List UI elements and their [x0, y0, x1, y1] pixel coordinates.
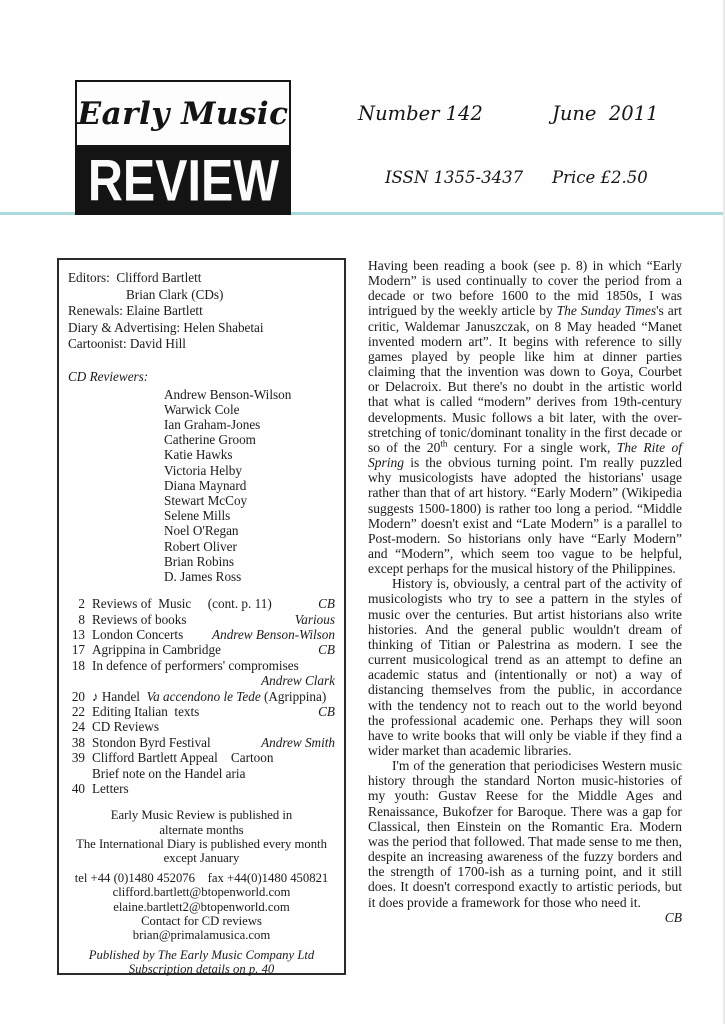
- toc-row: [68, 627, 335, 642]
- toc-row: [68, 704, 335, 719]
- toc-page-number: 13: [71, 626, 85, 642]
- reviewer-name: Catherine Groom: [164, 432, 256, 448]
- publication-frequency: alternate months: [159, 822, 244, 837]
- logo-title-review: [75, 147, 291, 215]
- issue-number: Number 142: [358, 102, 483, 125]
- article-paragraph-1: [368, 258, 682, 576]
- toc-author: [331, 719, 335, 734]
- toc-page-number: 8: [78, 611, 85, 627]
- toc-page-number: 24: [71, 719, 85, 735]
- cd-reviewers-list: [164, 387, 335, 585]
- issn: ISSN 1355-3437: [385, 168, 524, 187]
- toc-row: [68, 673, 335, 688]
- staff-cartoonist: Cartoonist: David Hill: [68, 336, 186, 351]
- toc-author: CB: [318, 703, 335, 719]
- toc-page-number: 38: [71, 734, 85, 750]
- toc-title: [85, 673, 257, 688]
- toc-author: Various: [294, 611, 335, 627]
- price: Price £2.50: [552, 168, 648, 187]
- paragraph-text: Having been reading a book (see p. 8) in which “Early Modern” is used continually to cover the period from a decade or two before 1600 to the mid 1850s, I was intrigued by the weekly article by The Sunday Times's art critic, Waldemar Januszczak, on 8 May headed “Manet invented modern art”. It begins with reference to silly games played by people like him at dinner parties claiming that the invention was down to Goya, Courbet or Delacroix. But there's no doubt in the artistic world that what is called “modern” derives from 19th-century developments. Music follows a bit later, with the over-stretching of tonic/dominant tonality in the first decade or so of the 20th century. For a single work, The Rite of Spring is the obvious turning point. I'm really puzzled why musicologists have adopted the historians' usage rather than that of art history. “Early Modern” (Wikipedia suggests 1500-1800) is rather too long a period. “Middle Modern” doesn't exist and “Late Modern” is a parallel to Post-modern. So historians only have “Early Modern” and “Modern”, which seem too vague to be helpful, except perhaps for the musical history of the Philippines.: [368, 258, 682, 577]
- toc-author: CB: [318, 596, 335, 612]
- toc-page-number: [68, 673, 85, 688]
- toc-row: [68, 689, 335, 704]
- toc-row: [68, 766, 335, 781]
- email-elaine: elaine.bartlett2@btopenworld.com: [113, 899, 290, 914]
- toc-title: In defence of performers' compromises: [92, 657, 299, 673]
- toc-title: Brief note on the Handel aria: [92, 765, 246, 781]
- article-paragraph-2: [368, 576, 682, 758]
- reviewer-name: Victoria Helby: [164, 462, 242, 478]
- toc-row: [68, 658, 335, 673]
- subscription-note: Subscription details on p. 40: [128, 962, 275, 977]
- email-brian: brian@primalamusica.com: [132, 928, 271, 943]
- author-initials: CB: [664, 909, 682, 925]
- article-paragraph-3: [368, 758, 682, 925]
- toc-title: London Concerts: [92, 626, 184, 642]
- toc-page-number: 20: [71, 688, 85, 704]
- toc-author: Andrew Smith: [261, 734, 335, 750]
- logo-title-early-music: Early Music: [75, 80, 291, 147]
- toc-row: [68, 596, 335, 611]
- diary-frequency: The International Diary is published every month: [76, 836, 327, 851]
- toc-title: Reviews of books: [92, 611, 187, 627]
- cd-contact-label: Contact for CD reviews: [141, 913, 262, 928]
- staff-editors: Editors: Clifford Bartlett: [68, 270, 202, 285]
- info-box: [57, 258, 346, 975]
- cd-reviewers-heading: CD Reviewers:: [68, 368, 149, 384]
- toc-title: Clifford Bartlett Appeal Cartoon: [92, 750, 274, 766]
- toc-row: [68, 642, 335, 657]
- paragraph-text: History is, obviously, a central part of the activity of musicologists who try to see a pattern in the styles of music over the centuries. But artist historians also write histories. And the general public wouldn't dream of thinking of Titian or Palestrina as modern. I see the current musicological trend as an attempt to define an academic status and (intentionally or not) a way of distancing themselves from the public, in accordance with the tendency not to reach out to the world beyond the professional academic one. Perhaps they will soon have to write books that will only be viable if they find a wider market than academic libraries.: [368, 576, 682, 758]
- editorial-article: [368, 258, 682, 925]
- toc-author: [331, 750, 335, 765]
- issue-date: June 2011: [552, 102, 659, 125]
- staff-renewals: Renewals: Elaine Bartlett: [68, 303, 203, 318]
- publication-info: [68, 808, 335, 976]
- toc-page-number: 40: [71, 781, 85, 797]
- toc-author: Andrew Benson-Wilson: [212, 626, 335, 642]
- toc-title: Editing Italian texts: [92, 703, 200, 719]
- toc-page-number: 22: [71, 703, 85, 719]
- toc-page-number: 18: [71, 657, 85, 673]
- staff-block: [68, 270, 335, 353]
- publication-frequency: Early Music Review is published in: [110, 808, 293, 823]
- reviewer-name: Noel O'Regan: [164, 523, 239, 539]
- staff-diary-advertising: Diary & Advertising: Helen Shabetai: [68, 319, 264, 335]
- reviewer-name: Robert Oliver: [164, 538, 237, 554]
- publisher-line: Published by The Early Music Company Ltd: [88, 948, 315, 963]
- toc-row: [68, 750, 335, 765]
- toc-author: Andrew Clark: [261, 673, 335, 689]
- reviewer-name: Selene Mills: [164, 508, 231, 524]
- toc-title: Reviews of Music (cont. p. 11): [92, 596, 272, 612]
- toc-page-number: 17: [71, 642, 85, 658]
- toc-author: [331, 766, 335, 781]
- reviewer-name: Stewart McCoy: [164, 492, 248, 508]
- tel-fax-line: tel +44 (0)1480 452076 fax +44(0)1480 450821: [74, 871, 329, 886]
- toc-row: [68, 735, 335, 750]
- toc-row: [68, 719, 335, 734]
- toc-page-number: 39: [71, 750, 85, 766]
- reviewer-name: Warwick Cole: [164, 401, 240, 417]
- toc-page-number: 2: [78, 596, 85, 612]
- toc-row: [68, 612, 335, 627]
- toc-page-number: [68, 766, 85, 781]
- reviewer-name: Andrew Benson-Wilson: [164, 386, 292, 402]
- toc-title: ♪ Handel Va accendono le Tede (Agrippina): [92, 688, 327, 704]
- magazine-logo: [75, 80, 291, 215]
- toc-title: CD Reviews: [92, 719, 160, 735]
- toc-author: CB: [318, 642, 335, 658]
- staff-editor-cds: Brian Clark (CDs): [126, 286, 224, 302]
- toc-author: [331, 689, 335, 704]
- toc-row: [68, 781, 335, 796]
- toc-title: Stondon Byrd Festival: [92, 734, 211, 750]
- logo-review-text: REVIEW: [87, 147, 279, 214]
- toc-title: Letters: [92, 781, 129, 797]
- email-clifford: clifford.bartlett@btopenworld.com: [112, 885, 291, 900]
- table-of-contents: [68, 596, 335, 796]
- toc-title: Agrippina in Cambridge: [92, 642, 221, 658]
- reviewer-name: Ian Graham-Jones: [164, 416, 261, 432]
- paragraph-text: I'm of the generation that periodicises Western music history through the standard Norton music-histories of my youth: Gustav Reese for the Middle Ages and Renaissance, Bukofzer for Baroque. There was a gap for Classical, then Einstein on the Romantic Era. Modern was the period that followed. That made sense to me then, despite an increasing awareness of the fuzzy borders and the strength of 1700-ish as a turning point, and it still does. It doesn't correspond exactly to artistic periods, but it does provide a framework for those who need it.: [368, 758, 682, 910]
- reviewer-name: Diana Maynard: [164, 477, 247, 493]
- toc-author: [331, 781, 335, 796]
- toc-author: [331, 658, 335, 673]
- diary-frequency: except January: [163, 851, 240, 866]
- reviewer-name: Brian Robins: [164, 553, 234, 569]
- reviewer-name: D. James Ross: [164, 568, 242, 584]
- reviewer-name: Katie Hawks: [164, 447, 233, 463]
